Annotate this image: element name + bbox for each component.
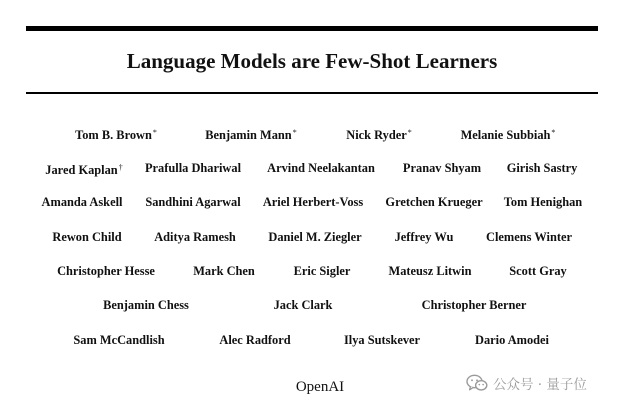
author-name: Prafulla Dhariwal [144, 161, 242, 175]
author-name: Eric Sigler [293, 264, 351, 278]
author-name: Benjamin Chess [103, 298, 189, 312]
author-name: Girish Sastry [506, 161, 578, 175]
author-name: Aditya Ramesh [154, 230, 236, 244]
watermark-text: 公众号 · 量子位 [493, 377, 587, 393]
affiliation: OpenAI [295, 379, 345, 395]
author-name: Jeffrey Wu [394, 230, 454, 244]
author-name: Benjamin Mann* [205, 128, 297, 142]
author-name: Scott Gray [509, 264, 567, 278]
author-name: Jared Kaplan† [45, 163, 123, 177]
paper-title: Language Models are Few-Shot Learners [126, 49, 498, 73]
author-name: Christopher Hesse [57, 264, 155, 278]
author-name: Mateusz Litwin [388, 264, 472, 278]
author-name: Alec Radford [219, 333, 291, 347]
author-name: Sam McCandlish [73, 333, 165, 347]
author-name: Dario Amodei [475, 333, 549, 347]
author-name: Nick Ryder* [346, 128, 412, 142]
author-name: Daniel M. Ziegler [268, 230, 362, 244]
author-name: Jack Clark [273, 298, 333, 312]
author-name: Ilya Sutskever [343, 333, 421, 347]
author-name: Melanie Subbiah* [460, 128, 556, 142]
author-name: Arvind Neelakantan [267, 161, 375, 175]
wechat-icon [466, 374, 488, 392]
author-name: Tom B. Brown* [75, 128, 157, 142]
author-name: Clemens Winter [486, 230, 572, 244]
watermark [466, 372, 587, 394]
author-name: Christopher Berner [421, 298, 527, 312]
author-name: Mark Chen [193, 264, 255, 278]
author-name: Rewon Child [52, 230, 122, 244]
author-name: Ariel Herbert-Voss [262, 195, 364, 209]
author-name: Sandhini Agarwal [145, 195, 241, 209]
author-name: Gretchen Krueger [385, 195, 483, 209]
author-name: Pranav Shyam [402, 161, 482, 175]
author-name: Tom Henighan [503, 195, 583, 209]
author-name: Amanda Askell [41, 195, 123, 209]
